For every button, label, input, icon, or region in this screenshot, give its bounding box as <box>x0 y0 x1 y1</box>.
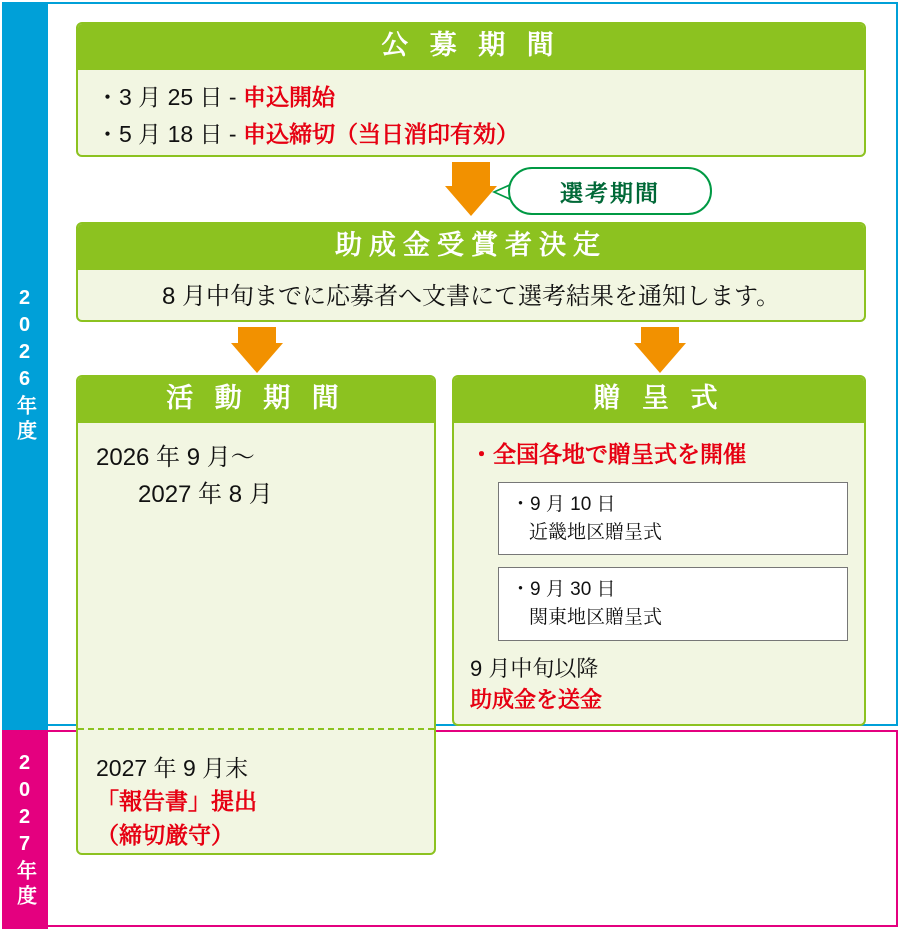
ceremony-kanto-name: 関東地区贈呈式 <box>529 606 663 628</box>
callout-selection-period <box>508 167 712 215</box>
ceremony-kinki-name: 近畿地区贈呈式 <box>529 521 663 543</box>
year-rail-2026-label: 2026年度 <box>13 287 36 445</box>
year-rail-2027 <box>2 730 48 929</box>
card-award-ceremony <box>452 375 866 726</box>
ceremony-kanto-date: ・9 月 30 日 <box>511 579 616 601</box>
activity-period-start: 2026 年 9 月〜 <box>96 443 255 471</box>
report-label: 「報告書」提出 <box>96 788 257 815</box>
application-deadline-row <box>96 117 846 153</box>
year-rail-2027-label: 2027年度 <box>13 751 36 910</box>
report-submission-block <box>96 752 426 852</box>
card-grant-decision-title: 助成金受賞者決定 <box>78 224 864 270</box>
ceremony-bullet: ・全国各地で贈呈式を開催 <box>470 440 746 467</box>
activity-period-end: 2027 年 8 月 <box>138 480 273 508</box>
card-application-period-body <box>78 70 864 157</box>
card-application-period-title: 公 募 期 間 <box>78 24 864 70</box>
card-application-period <box>76 22 866 157</box>
card-award-ceremony-body <box>454 423 864 726</box>
card-grant-decision <box>76 222 866 322</box>
ceremony-kinki-date: ・9 月 10 日 <box>511 494 616 516</box>
ceremony-subbox-kanto <box>498 567 848 640</box>
card-grant-decision-body: 8 月中旬までに応募者へ文書にて選考結果を通知します。 <box>161 282 781 310</box>
application-start-date: ・3 月 25 日 - <box>96 83 237 110</box>
report-due-date: 2027 年 9 月末 <box>96 755 249 781</box>
application-start-row <box>96 80 846 116</box>
card-activity-period-body <box>78 423 434 525</box>
report-note: （締切厳守） <box>96 821 234 848</box>
ceremony-subbox-kinki <box>498 482 848 555</box>
grant-transfer-block <box>470 653 848 717</box>
callout-selection-period-label: 選考期間 <box>560 179 660 206</box>
year-rail-2026 <box>2 2 48 730</box>
card-award-ceremony-title: 贈 呈 式 <box>454 377 864 423</box>
application-start-label: 申込開始 <box>243 83 335 110</box>
grant-transfer-label: 助成金を送金 <box>470 687 603 713</box>
card-activity-period-title: 活 動 期 間 <box>78 377 434 423</box>
grant-transfer-timing: 9 月中旬以降 <box>470 655 599 681</box>
application-deadline-label: 申込締切（当日消印有効） <box>243 121 519 148</box>
application-deadline-date: ・5 月 18 日 - <box>96 121 237 148</box>
activity-period-divider <box>78 728 434 730</box>
